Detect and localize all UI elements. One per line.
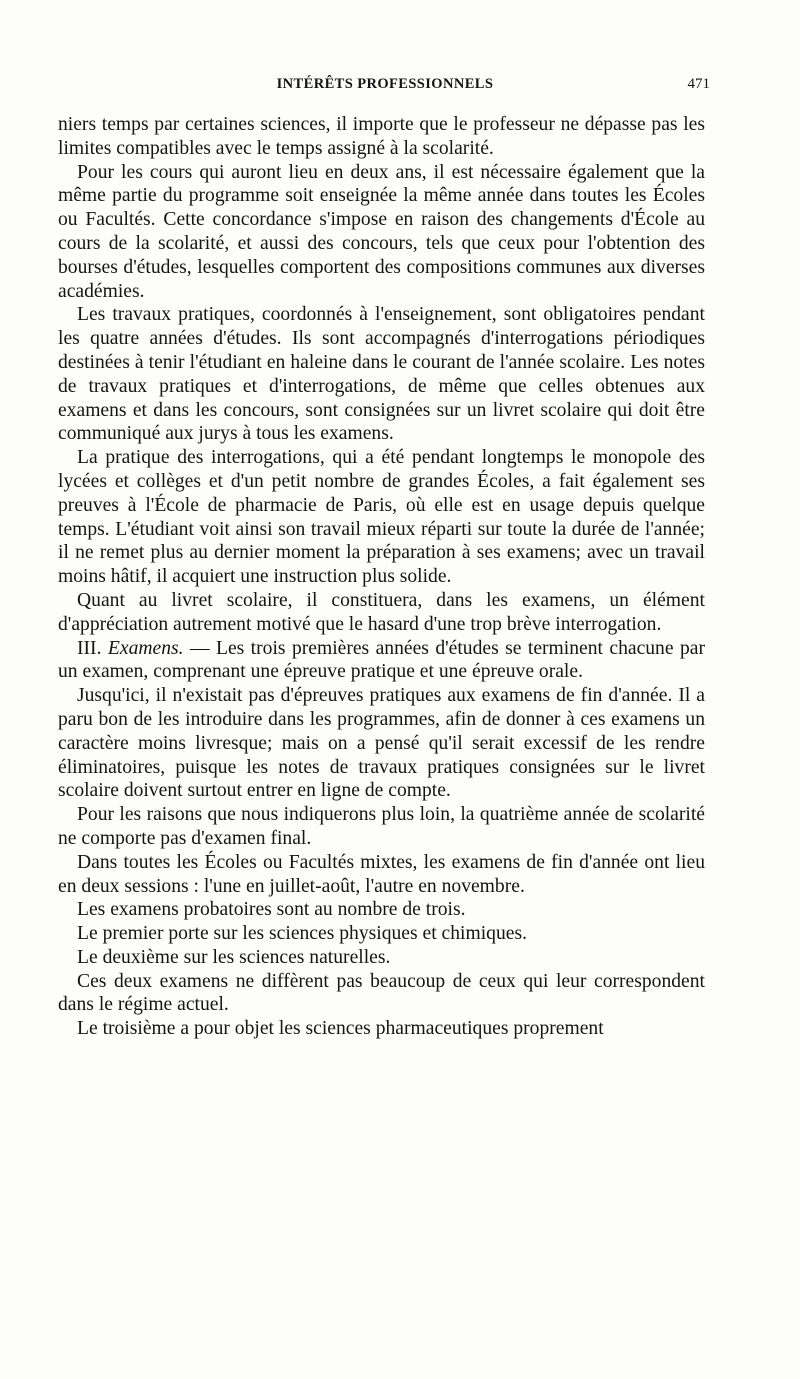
paragraph-continues: Le troisième a pour objet les sciences pharmaceutiques proprement bbox=[77, 1018, 604, 1040]
section-lead: — Les trois premières années d'études se terminent chacune par un examen, comprenant une épreuve pratique et une épreuve orale. bbox=[58, 637, 705, 683]
paragraph: Dans toutes les Écoles ou Facultés mixtes, les examens de fin d'année ont lieu en deux sessions : l'une en juillet-août, l'autre en novembre. bbox=[58, 851, 705, 897]
running-title: INTÉRÊTS PROFESSIONNELS bbox=[276, 76, 494, 92]
paragraph: Quant au livret scolaire, il constituera, dans les examens, un élément d'appréciation autrement motivé que le hasard d'une trop brève interrogation. bbox=[58, 589, 705, 635]
section-title: Examens. bbox=[107, 637, 184, 659]
paragraph: Ces deux examens ne diffèrent pas beaucoup de ceux qui leur correspondent dans le régime actuel. bbox=[58, 970, 705, 1016]
paragraph: Pour les raisons que nous indiquerons plus loin, la quatrième année de scolarité ne comporte pas d'examen final. bbox=[58, 804, 705, 849]
page-number: 471 bbox=[687, 76, 710, 92]
paragraph: Les travaux pratiques, coordonnés à l'enseignement, sont obligatoires pendant les quatre années d'études. Ils sont accompagnés d'interrogations périodiques destinées à tenir l'étudiant en haleine dans le courant de l'année scolaire. Les notes de travaux pratiques et d'interrogations, de même que celles obtenues aux examens et dans les concours, sont consignées sur un livret scolaire qui doit être communiqué aux jurys à tous les examens. bbox=[58, 304, 705, 445]
paragraph-continued: niers temps par certaines sciences, il importe que le professeur ne dépasse pas les limites compatibles avec le temps assigné à la scolarité. bbox=[58, 114, 705, 159]
paragraph: Pour les cours qui auront lieu en deux ans, il est nécessaire également que la même partie du programme soit enseignée la même année dans toutes les Écoles ou Facultés. Cette concordance s'impose en raison des changements d'École au cours de la scolarité, et aussi des concours, tels que ceux pour l'obtention des bourses d'études, lesquelles comportent des compositions communes aux diverses académies. bbox=[58, 161, 705, 302]
paragraph: Les examens probatoires sont au nombre de trois. bbox=[77, 899, 466, 921]
section-number: III. bbox=[77, 637, 102, 659]
paragraph: La pratique des interrogations, qui a été pendant longtemps le monopole des lycées et collèges et d'un petit nombre de grandes Écoles, a fait également ses preuves à l'École de pharmacie de Paris, où elle est en usage depuis quelque temps. L'étudiant voit ainsi son travail mieux réparti sur toute la durée de l'année; il ne remet plus au dernier moment la préparation à ses examens; avec un travail moins hâtif, il acquiert une instruction plus solide. bbox=[58, 447, 705, 588]
paragraph: Jusqu'ici, il n'existait pas d'épreuves pratiques aux examens de fin d'année. Il a paru bon de les introduire dans les programmes, afin de donner à ces examens un caractère moins livresque; mais on a pensé qu'il serait excessif de les rendre éliminatoires, puisque les notes de travaux pratiques consignées sur le livret scolaire doivent surtout entrer en ligne de compte. bbox=[58, 685, 705, 802]
section-paragraph bbox=[58, 637, 705, 685]
body-text bbox=[58, 113, 705, 1041]
paragraph: Le deuxième sur les sciences naturelles. bbox=[77, 946, 391, 968]
paragraph: Le premier porte sur les sciences physiques et chimiques. bbox=[77, 923, 527, 945]
running-head bbox=[60, 76, 710, 98]
